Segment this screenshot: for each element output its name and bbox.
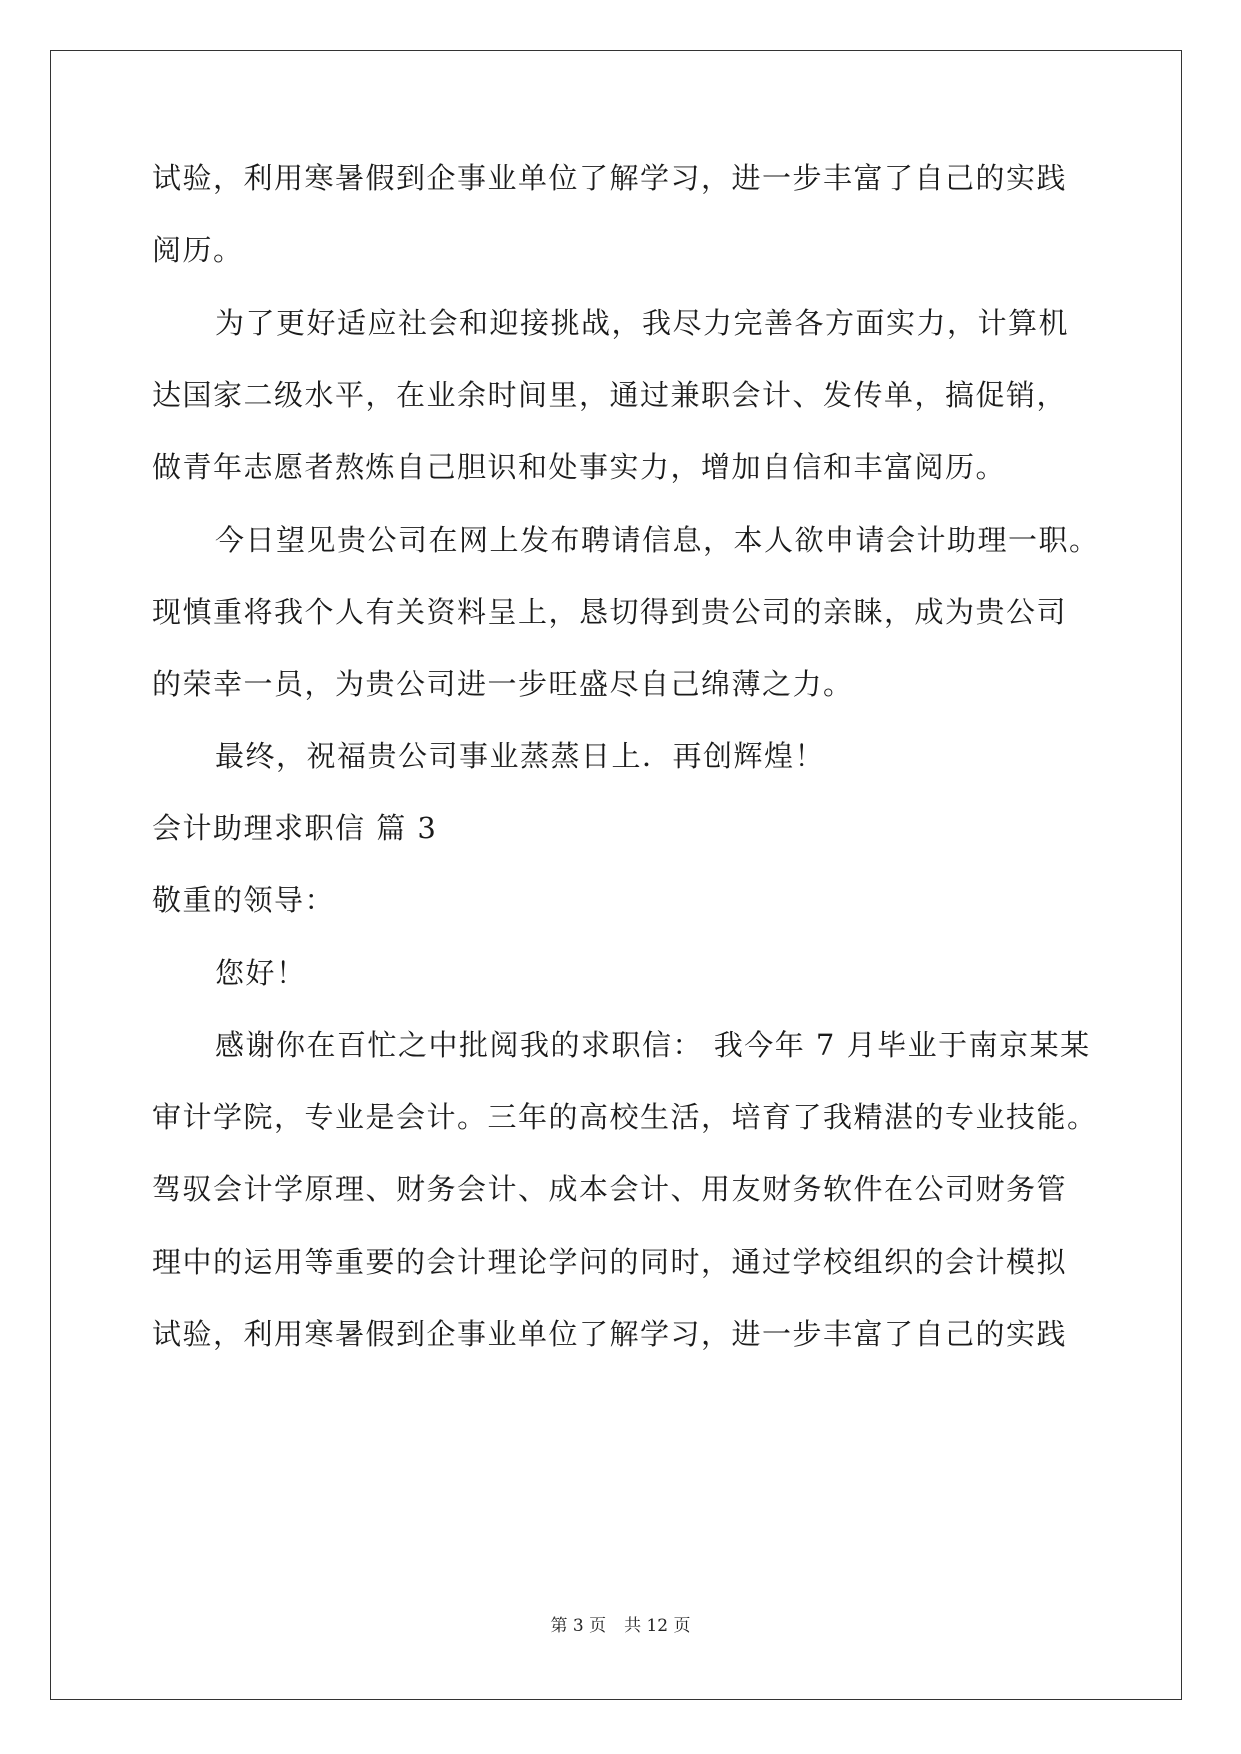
paragraph-line: 感谢你在百忙之中批阅我的求职信： 我今年 7 月毕业于南京某某: [215, 1028, 1091, 1062]
section-heading: 会计助理求职信 篇 3: [152, 811, 438, 845]
paragraph-line: 最终，祝福贵公司事业蒸蒸日上．再创辉煌！: [215, 739, 826, 773]
paragraph-line: 审计学院，专业是会计。三年的高校生活，培育了我精湛的专业技能。: [152, 1100, 1098, 1134]
paragraph-line: 今日望见贵公司在网上发布聘请信息，本人欲申请会计助理一职。: [215, 523, 1100, 557]
salutation: 敬重的领导：: [152, 883, 336, 917]
page-border: [50, 50, 1182, 1700]
paragraph-line: 试验，利用寒暑假到企事业单位了解学习，进一步丰富了自己的实践: [152, 1317, 1068, 1351]
paragraph-line: 理中的运用等重要的会计理论学问的同时，通过学校组织的会计模拟: [152, 1245, 1068, 1279]
paragraph-line: 驾驭会计学原理、财务会计、成本会计、用友财务软件在公司财务管: [152, 1172, 1068, 1206]
page-footer: [0, 1614, 1241, 1638]
paragraph-line: 的荣幸一员，为贵公司进一步旺盛尽自己绵薄之力。: [152, 667, 854, 701]
paragraph-line: 阅历。: [152, 233, 244, 267]
page-total: 共 12 页: [624, 1616, 691, 1636]
paragraph-line: 试验，利用寒暑假到企事业单位了解学习，进一步丰富了自己的实践: [152, 161, 1068, 195]
paragraph-line: 做青年志愿者熬炼自己胆识和处事实力，增加自信和丰富阅历。: [152, 450, 1007, 484]
greeting: 您好！: [215, 956, 307, 990]
paragraph-line: 为了更好适应社会和迎接挑战，我尽力完善各方面实力，计算机: [215, 306, 1070, 340]
paragraph-line: 现慎重将我个人有关资料呈上，恳切得到贵公司的亲睐，成为贵公司: [152, 595, 1068, 629]
paragraph-line: 达国家二级水平，在业余时间里，通过兼职会计、发传单，搞促销，: [152, 378, 1068, 412]
page-number: 第 3 页: [550, 1616, 607, 1636]
